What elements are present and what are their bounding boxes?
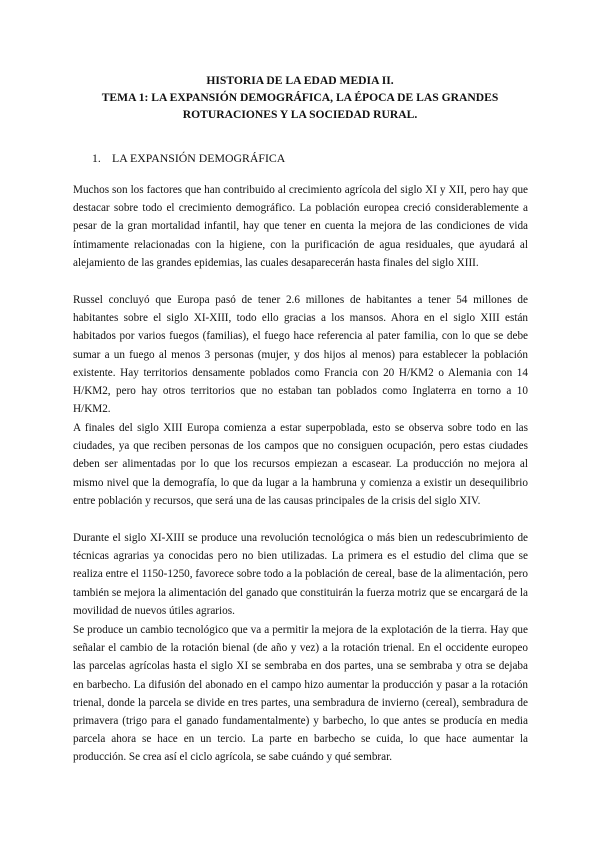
title-line-subtopic: ROTURACIONES Y LA SOCIEDAD RURAL.	[182, 108, 418, 121]
paragraph-1: Muchos son los factores que han contribuido al crecimiento agrícola del siglo XI y XII, pero hay que destacar sobre todo el crecimiento demográfico. La población europea creció considerablemente a pesar de la gran mortalidad infantil, hay que tener en cuenta la mejora de las condiciones de vida íntimamente relacionadas con la higiene, con la purificación de agua residuales, que ayudará al alejamiento de las grandes epidemias, las cuales desaparecerán hasta finales del siglo XIII.	[73, 184, 528, 269]
section-title: LA EXPANSIÓN DEMOGRÁFICA	[112, 151, 286, 165]
paragraph-4: Durante el siglo XI-XIII se produce una revolución tecnológica o más bien un redescubrimiento de técnicas agrarias ya conocidas pero no bien utilizadas. La primera es el estudio del clima que se realiza entre el 1150-1250, favorece sobre todo a la población de cereal, base de la alimentación, pero también se mejora la alimentación del ganado que constituirán la fuerza motriz que se encargará de la movilidad de nuevos útiles agrarios.	[73, 532, 528, 617]
paragraph-3: A finales del siglo XIII Europa comienza a estar superpoblada, esto se observa sobre todo en las ciudades, ya que reciben personas de los campos que no consiguen ocupación, pero estas ciudades deben ser alimentadas por lo que los recursos empiezan a escasear. La producción no mejora al mismo nivel que la demografía, lo que da lugar a la hambruna y comienza a existir un desequilibrio entre población y recursos, que será una de las causas principales de la crisis del siglo XIV.	[73, 422, 528, 507]
paragraph-2: Russel concluyó que Europa pasó de tener 2.6 millones de habitantes a tener 54 millones de habitantes sobre el siglo XI-XIII, todo ello gracias a los mansos. Ahora en el siglo XIII están habitados por varios fuegos (familias), el fuego hace referencia al pater familia, con lo que se debe sumar a un fuego al menos 3 personas (mujer, y dos hijos al menos) para establecer la población existente. Hay territorios densamente poblados como Francia con 20 H/KM2 o Alemania con 14 H/KM2, pero hay otros territorios que no estaban tan poblados como Inglaterra en torno a 10 H/KM2.	[73, 294, 528, 416]
paragraph-5: Se produce un cambio tecnológico que va a permitir la mejora de la explotación de la tierra. Hay que señalar el cambio de la rotación bienal (de año y vez) a la rotación trienal. En el occidente europeo las parcelas agrícolas hasta el siglo XI se sembraba en dos partes, una se sembraba y otra se dejaba en barbecho. La difusión del abonado en el campo hizo aumentar la producción y pasar a la rotación trienal, donde la parcela se divide en tres partes, una sembradura de invierno (cereal), sembradura de primavera (trigo para el ganado fundamentalmente) y barbecho, lo que antes se producía en media parcela ahora se hace en un tercio. La parte en barbecho se cuida, lo que hace aumentar la producción. Se crea así el ciclo agrícola, se sabe cuándo y qué sembrar.	[73, 624, 528, 764]
title-line-course: HISTORIA DE LA EDAD MEDIA II.	[206, 74, 394, 87]
section-heading	[92, 150, 285, 166]
title-line-topic: TEMA 1: LA EXPANSIÓN DEMOGRÁFICA, LA ÉPOCA DE LAS GRANDES	[101, 91, 499, 104]
section-number: 1.	[92, 151, 101, 165]
document-title	[60, 72, 540, 123]
